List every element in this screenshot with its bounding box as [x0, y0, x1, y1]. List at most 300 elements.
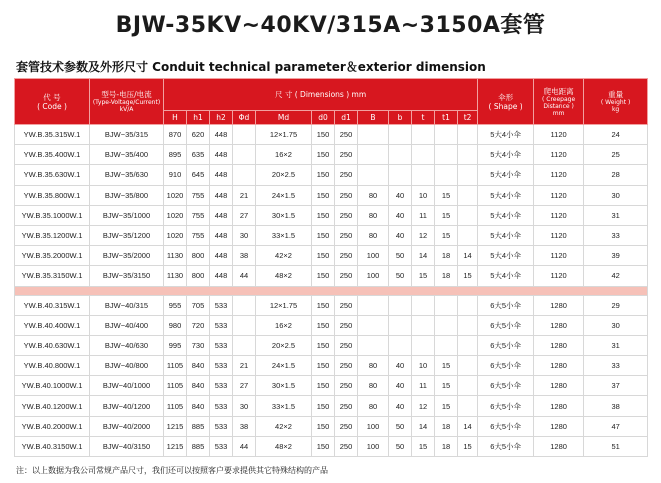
table-cell: 150 — [312, 416, 335, 436]
table-cell: 6大5小伞 — [478, 376, 534, 396]
table-cell: 80 — [358, 185, 389, 205]
table-cell — [412, 295, 435, 315]
table-cell: 1280 — [534, 376, 584, 396]
dim-header-cell: t1 — [435, 111, 458, 125]
table-cell: 50 — [389, 436, 412, 456]
table-cell: 533 — [210, 436, 233, 456]
table-cell: 250 — [335, 205, 358, 225]
table-cell: 80 — [358, 396, 389, 416]
table-cell: 100 — [358, 266, 389, 286]
table-row — [15, 356, 648, 376]
table-cell: 1105 — [164, 396, 187, 416]
table-cell: 39 — [584, 246, 648, 266]
table-cell: 1020 — [164, 205, 187, 225]
table-row — [15, 436, 648, 456]
table-cell: BJW−35/2000 — [90, 246, 164, 266]
table-cell: YW.B.35.800W.1 — [15, 185, 90, 205]
table-cell: 6大5小伞 — [478, 436, 534, 456]
table-cell: 448 — [210, 205, 233, 225]
table-row — [15, 416, 648, 436]
table-cell — [358, 295, 389, 315]
table-cell: 5大4小伞 — [478, 125, 534, 145]
table-cell — [358, 335, 389, 355]
table-row — [15, 335, 648, 355]
table-cell: BJW−35/3150 — [90, 266, 164, 286]
table-row — [15, 165, 648, 185]
table-cell: 20×2.5 — [256, 335, 312, 355]
table-cell — [435, 165, 458, 185]
table-cell — [458, 225, 478, 245]
table-cell: 250 — [335, 165, 358, 185]
table-cell: 150 — [312, 145, 335, 165]
dim-header-cell: h1 — [187, 111, 210, 125]
table-cell: BJW−40/1200 — [90, 396, 164, 416]
table-body — [15, 125, 648, 457]
table-cell: YW.B.40.630W.1 — [15, 335, 90, 355]
table-cell: 100 — [358, 436, 389, 456]
table-row — [15, 225, 648, 245]
table-cell: 150 — [312, 205, 335, 225]
page-title: BJW-35KV~40KV/315A~3150A套管 — [115, 13, 546, 38]
table-cell: 448 — [210, 266, 233, 286]
table-cell — [389, 315, 412, 335]
table-cell: 250 — [335, 335, 358, 355]
table-cell: 1280 — [534, 315, 584, 335]
table-cell: 448 — [210, 185, 233, 205]
table-cell: 27 — [233, 205, 256, 225]
table-cell: 29 — [584, 295, 648, 315]
table-cell: 40 — [389, 205, 412, 225]
table-cell: 18 — [435, 416, 458, 436]
table-cell: BJW−40/1000 — [90, 376, 164, 396]
table-cell: YW.B.40.2000W.1 — [15, 416, 90, 436]
table-cell — [358, 315, 389, 335]
table-cell — [233, 335, 256, 355]
table-cell: 150 — [312, 376, 335, 396]
table-cell: 250 — [335, 185, 358, 205]
table-cell: 28 — [584, 165, 648, 185]
table-cell: 40 — [389, 376, 412, 396]
table-cell: 5大4小伞 — [478, 165, 534, 185]
header-code-en: ( Code ) — [37, 101, 67, 111]
table-cell: 5大4小伞 — [478, 145, 534, 165]
table-cell: 1120 — [534, 185, 584, 205]
table-cell — [458, 376, 478, 396]
header-code — [15, 79, 90, 125]
table-cell: YW.B.40.1200W.1 — [15, 396, 90, 416]
table-cell — [233, 165, 256, 185]
table-cell: 30 — [233, 225, 256, 245]
table-cell: 250 — [335, 396, 358, 416]
table-row — [15, 376, 648, 396]
table-cell: 150 — [312, 266, 335, 286]
table-cell: YW.B.35.315W.1 — [15, 125, 90, 145]
dim-header-cell: d0 — [312, 111, 335, 125]
dim-header-cell: d1 — [335, 111, 358, 125]
header-creepage — [534, 79, 584, 125]
table-cell: 40 — [389, 225, 412, 245]
table-cell — [233, 315, 256, 335]
table-cell: 15 — [458, 436, 478, 456]
table-cell: 14 — [412, 246, 435, 266]
table-cell: YW.B.35.1200W.1 — [15, 225, 90, 245]
table-cell: 80 — [358, 356, 389, 376]
table-cell: 1215 — [164, 416, 187, 436]
table-cell: 47 — [584, 416, 648, 436]
table-cell: 720 — [187, 315, 210, 335]
footnote: 注：以上数据为我公司常规产品尺寸，我们还可以按照客户要求提供其它特殊结构的产品 — [16, 466, 328, 475]
table-cell: 755 — [187, 205, 210, 225]
table-cell: 16×2 — [256, 315, 312, 335]
table-cell — [458, 335, 478, 355]
dim-header-cell: h2 — [210, 111, 233, 125]
table-cell: YW.B.35.3150W.1 — [15, 266, 90, 286]
table-cell — [412, 165, 435, 185]
table-cell: 12 — [412, 396, 435, 416]
table-cell: 6大5小伞 — [478, 295, 534, 315]
header-shape-en: ( Shape ) — [488, 101, 523, 111]
table-cell: 533 — [210, 335, 233, 355]
table-cell: 42×2 — [256, 416, 312, 436]
table-cell — [389, 335, 412, 355]
table-cell: BJW−40/2000 — [90, 416, 164, 436]
table-cell: 885 — [187, 436, 210, 456]
table-row — [15, 396, 648, 416]
table-cell — [458, 165, 478, 185]
table-cell: 31 — [584, 335, 648, 355]
table-cell: 150 — [312, 436, 335, 456]
table-cell: 533 — [210, 315, 233, 335]
table-cell — [233, 295, 256, 315]
table-cell: 40 — [389, 396, 412, 416]
table-cell: 44 — [233, 266, 256, 286]
table-cell — [435, 335, 458, 355]
table-cell: 800 — [187, 246, 210, 266]
table-cell: 100 — [358, 416, 389, 436]
table-cell: BJW−40/630 — [90, 335, 164, 355]
table-cell: 6大5小伞 — [478, 396, 534, 416]
table-cell — [389, 125, 412, 145]
table-cell — [458, 125, 478, 145]
table-cell: 1120 — [534, 205, 584, 225]
table-cell: 1130 — [164, 246, 187, 266]
table-cell: 51 — [584, 436, 648, 456]
table-cell: 448 — [210, 246, 233, 266]
table-cell — [458, 295, 478, 315]
table-cell: 30 — [233, 396, 256, 416]
table-cell: 6大5小伞 — [478, 416, 534, 436]
table-cell: 16×2 — [256, 145, 312, 165]
table-cell: 15 — [435, 205, 458, 225]
table-cell: YW.B.35.2000W.1 — [15, 246, 90, 266]
table-cell: 15 — [412, 266, 435, 286]
table-cell: 705 — [187, 295, 210, 315]
table-row — [15, 295, 648, 315]
table-cell: YW.B.40.800W.1 — [15, 356, 90, 376]
table-cell: 895 — [164, 145, 187, 165]
table-cell: 80 — [358, 225, 389, 245]
table-cell: 1020 — [164, 225, 187, 245]
table-cell: BJW−40/400 — [90, 315, 164, 335]
table-cell: 1280 — [534, 416, 584, 436]
table-cell: 150 — [312, 225, 335, 245]
table-cell: 5大4小伞 — [478, 225, 534, 245]
table-cell: 955 — [164, 295, 187, 315]
table-cell: 24 — [584, 125, 648, 145]
table-cell: 33 — [584, 225, 648, 245]
table-cell: 25 — [584, 145, 648, 165]
table-cell: 250 — [335, 436, 358, 456]
table-cell: 250 — [335, 246, 358, 266]
table-cell: 5大4小伞 — [478, 185, 534, 205]
table-cell: 150 — [312, 125, 335, 145]
table-cell: 840 — [187, 396, 210, 416]
table-cell: 18 — [435, 436, 458, 456]
table-cell: 840 — [187, 376, 210, 396]
table-cell: 150 — [312, 246, 335, 266]
table-cell — [435, 145, 458, 165]
table-cell: 620 — [187, 125, 210, 145]
table-cell: 30 — [584, 315, 648, 335]
table-cell: 10 — [412, 356, 435, 376]
table-cell: 12×1.75 — [256, 295, 312, 315]
table-cell: 33×1.5 — [256, 396, 312, 416]
table-cell: 1120 — [534, 125, 584, 145]
table-cell — [435, 315, 458, 335]
table-cell: 885 — [187, 416, 210, 436]
table-cell — [412, 315, 435, 335]
table-cell: 21 — [233, 356, 256, 376]
table-cell: 15 — [435, 185, 458, 205]
table-cell: 80 — [358, 205, 389, 225]
header-weight-cn: 重量 — [608, 90, 624, 99]
table-cell: 27 — [233, 376, 256, 396]
table-cell: 30×1.5 — [256, 205, 312, 225]
table-cell — [358, 145, 389, 165]
table-cell: 870 — [164, 125, 187, 145]
table-cell: 1105 — [164, 356, 187, 376]
table-cell: 1120 — [534, 246, 584, 266]
table-cell: 38 — [233, 246, 256, 266]
table-cell: 1280 — [534, 335, 584, 355]
table-cell — [233, 125, 256, 145]
table-cell: YW.B.40.1000W.1 — [15, 376, 90, 396]
table-cell: 448 — [210, 145, 233, 165]
table-cell: 448 — [210, 225, 233, 245]
table-cell: 14 — [458, 416, 478, 436]
table-cell: 448 — [210, 165, 233, 185]
table-cell: BJW−35/315 — [90, 125, 164, 145]
table-cell: BJW−35/1200 — [90, 225, 164, 245]
table-cell — [458, 145, 478, 165]
table-cell: 635 — [187, 145, 210, 165]
table-cell: 20×2.5 — [256, 165, 312, 185]
table-cell: 15 — [458, 266, 478, 286]
dim-header-cell: Md — [256, 111, 312, 125]
table-cell: 150 — [312, 356, 335, 376]
table-cell — [389, 295, 412, 315]
header-creepage-unit: mm — [552, 109, 565, 117]
table-cell: 533 — [210, 416, 233, 436]
table-cell: 448 — [210, 125, 233, 145]
table-cell — [358, 125, 389, 145]
table-cell: 38 — [233, 416, 256, 436]
group-separator-row — [15, 286, 648, 295]
table-cell: 755 — [187, 185, 210, 205]
table-cell: 14 — [458, 246, 478, 266]
table-cell: 6大5小伞 — [478, 315, 534, 335]
table-cell: 250 — [335, 266, 358, 286]
table-cell: 5大4小伞 — [478, 205, 534, 225]
table-cell — [412, 125, 435, 145]
table-cell — [458, 205, 478, 225]
table-cell — [412, 335, 435, 355]
table-cell: 250 — [335, 416, 358, 436]
table-cell: 1280 — [534, 295, 584, 315]
table-cell: 15 — [435, 376, 458, 396]
table-cell: YW.B.40.315W.1 — [15, 295, 90, 315]
table-cell: 250 — [335, 125, 358, 145]
table-cell — [458, 396, 478, 416]
table-cell: 533 — [210, 376, 233, 396]
dim-header-cell: H — [164, 111, 187, 125]
table-cell: BJW−35/800 — [90, 185, 164, 205]
table-cell: 755 — [187, 225, 210, 245]
dim-header-cell: t — [412, 111, 435, 125]
table-cell: 12 — [412, 225, 435, 245]
table-cell: 14 — [412, 416, 435, 436]
table-cell: 1280 — [534, 356, 584, 376]
table-cell: 250 — [335, 356, 358, 376]
table-cell — [233, 145, 256, 165]
header-weight-unit: kg — [611, 106, 620, 113]
table-cell: 50 — [389, 266, 412, 286]
header-shape — [478, 79, 534, 125]
table-row — [15, 185, 648, 205]
table-cell: 1280 — [534, 396, 584, 416]
table-cell: 24×1.5 — [256, 356, 312, 376]
table-cell: BJW−35/630 — [90, 165, 164, 185]
table-cell: 42 — [584, 266, 648, 286]
table-cell — [435, 295, 458, 315]
table-cell: BJW−40/800 — [90, 356, 164, 376]
header-creepage-en: ( Creepage Distance ) — [542, 95, 576, 110]
table-cell: 30 — [584, 185, 648, 205]
table-cell: 30×1.5 — [256, 376, 312, 396]
table-cell — [458, 185, 478, 205]
table-cell: 5大4小伞 — [478, 246, 534, 266]
table-cell: 11 — [412, 376, 435, 396]
table-cell: YW.B.35.630W.1 — [15, 165, 90, 185]
table-cell: 24×1.5 — [256, 185, 312, 205]
table-cell: 1120 — [534, 165, 584, 185]
header-dimensions: 尺 寸 ( Dimensions ) mm — [164, 79, 478, 111]
table-cell: 33 — [584, 356, 648, 376]
header-code-cn: 代 号 — [43, 92, 61, 102]
table-cell: 48×2 — [256, 436, 312, 456]
table-cell: 150 — [312, 335, 335, 355]
table-cell: YW.B.40.400W.1 — [15, 315, 90, 335]
table-cell: 1020 — [164, 185, 187, 205]
table-cell: 980 — [164, 315, 187, 335]
table-cell: 150 — [312, 396, 335, 416]
header-model — [90, 79, 164, 125]
table-row — [15, 266, 648, 286]
header-model-en: (Type-Voltage/Current) — [92, 99, 161, 106]
table-cell: BJW−40/3150 — [90, 436, 164, 456]
table-cell — [458, 356, 478, 376]
table-cell: 6大5小伞 — [478, 356, 534, 376]
table-cell — [389, 145, 412, 165]
table-cell: 80 — [358, 376, 389, 396]
table-cell: 645 — [187, 165, 210, 185]
table-cell: 250 — [335, 225, 358, 245]
dim-header-cell: Φd — [233, 111, 256, 125]
table-cell — [458, 315, 478, 335]
table-cell: 1120 — [534, 266, 584, 286]
table-cell: 250 — [335, 145, 358, 165]
table-cell: 6大5小伞 — [478, 335, 534, 355]
table-cell: 18 — [435, 246, 458, 266]
spec-table — [14, 78, 648, 457]
table-cell: 18 — [435, 266, 458, 286]
table-cell: 5大4小伞 — [478, 266, 534, 286]
table-cell: 50 — [389, 246, 412, 266]
table-cell: 10 — [412, 185, 435, 205]
table-cell: YW.B.35.400W.1 — [15, 145, 90, 165]
table-cell: 1120 — [534, 145, 584, 165]
header-model-unit: kV/A — [119, 106, 134, 113]
table-cell: 1130 — [164, 266, 187, 286]
table-cell: 48×2 — [256, 266, 312, 286]
table-cell: 1280 — [534, 436, 584, 456]
table-cell: 44 — [233, 436, 256, 456]
table-cell: 1215 — [164, 436, 187, 456]
table-row — [15, 125, 648, 145]
header-shape-cn: 伞形 — [498, 92, 514, 102]
table-row — [15, 205, 648, 225]
table-cell: 910 — [164, 165, 187, 185]
table-cell: BJW−35/400 — [90, 145, 164, 165]
table-cell: 42×2 — [256, 246, 312, 266]
table-cell: 15 — [435, 396, 458, 416]
table-cell: 31 — [584, 205, 648, 225]
table-row — [15, 315, 648, 335]
table-cell: 1120 — [534, 225, 584, 245]
table-cell: 840 — [187, 356, 210, 376]
table-cell: 150 — [312, 315, 335, 335]
dim-header-cell: b — [389, 111, 412, 125]
table-cell: 150 — [312, 165, 335, 185]
table-cell: 100 — [358, 246, 389, 266]
table-cell: 800 — [187, 266, 210, 286]
table-cell: YW.B.40.3150W.1 — [15, 436, 90, 456]
dim-header-cell: B — [358, 111, 389, 125]
header-creepage-cn: 爬电距离 — [543, 86, 574, 96]
table-cell: 150 — [312, 295, 335, 315]
table-cell: 50 — [389, 416, 412, 436]
table-cell: 15 — [435, 225, 458, 245]
table-cell — [358, 165, 389, 185]
table-cell: 15 — [435, 356, 458, 376]
table-cell: 11 — [412, 205, 435, 225]
header-model-cn: 型号-电压/电流 — [101, 90, 152, 99]
table-cell — [412, 145, 435, 165]
table-row — [15, 145, 648, 165]
table-cell: 730 — [187, 335, 210, 355]
table-cell: 40 — [389, 185, 412, 205]
table-cell: 33×1.5 — [256, 225, 312, 245]
